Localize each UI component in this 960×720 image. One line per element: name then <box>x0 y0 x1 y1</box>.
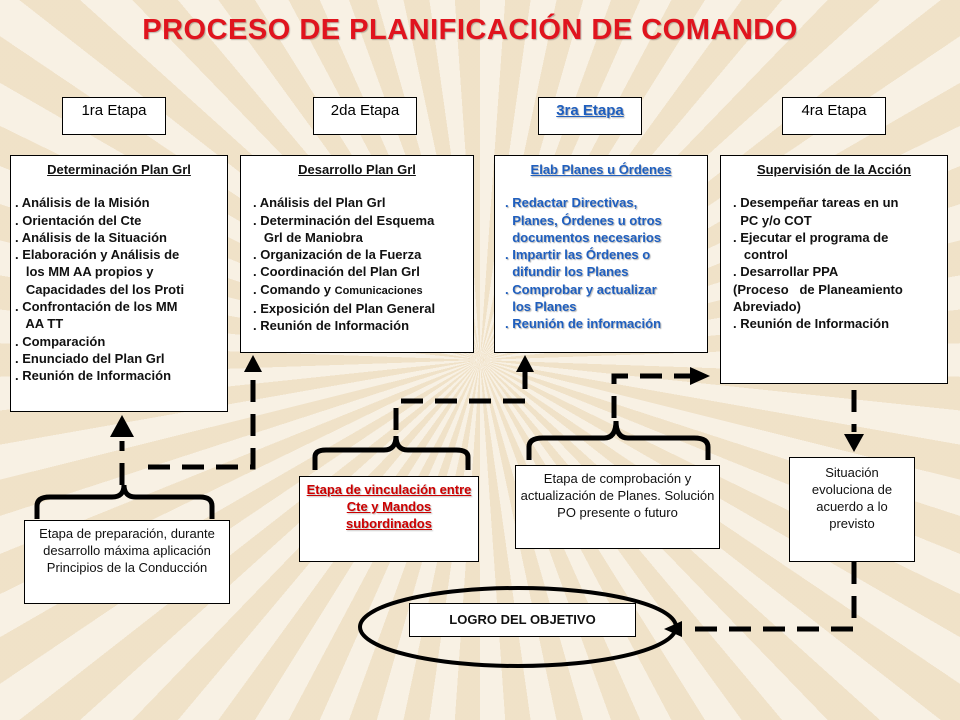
stage-2-heading: Desarrollo Plan Grl <box>298 162 416 177</box>
card-line: . Reunión de información <box>505 316 662 332</box>
arrow-up-card-1 <box>110 415 134 437</box>
card-line: . Análisis del Plan Grl <box>253 195 386 211</box>
dash-to-card-2 <box>148 372 253 467</box>
card-line: los Planes <box>505 299 577 315</box>
card-line: . Reunión de Información <box>733 316 890 332</box>
note-situacion: Situación evoluciona de acuerdo a lo previsto <box>789 457 915 562</box>
arrow-down-situacion <box>844 434 864 452</box>
card-line: Abreviado) <box>733 299 801 315</box>
stage-4-heading: Supervisión de la Acción <box>756 162 912 177</box>
stage-4-header: 4ra Etapa <box>782 97 886 135</box>
card-line: . Coordinación del Plan Grl <box>253 264 420 280</box>
brace-comprobacion <box>529 421 708 460</box>
card-line: . Organización de la Fuerza <box>253 247 422 263</box>
card-line: control <box>733 247 788 263</box>
goal-ellipse <box>360 588 676 666</box>
card-line: . Enunciado del Plan Grl <box>15 350 165 366</box>
card-line: los MM AA propios y <box>15 264 154 280</box>
card-line: documentos necesarios <box>505 229 662 245</box>
card-line: . Ejecutar el programa de <box>733 229 889 245</box>
dash-to-goal <box>690 562 854 629</box>
card-line: (Proceso de Planeamiento <box>733 281 903 297</box>
brace-vinculacion <box>315 436 468 470</box>
card-line: . Confrontación de los MM <box>15 299 178 315</box>
card-line: . Análisis de la Situación <box>15 229 167 245</box>
card-line: Grl de Maniobra <box>253 229 363 245</box>
arrow-up-card-2 <box>244 355 262 372</box>
card-line: . Comparación <box>15 333 106 349</box>
card-line: . Análisis de la Misión <box>15 195 150 211</box>
stage-3-header: 3ra Etapa <box>538 97 642 135</box>
brace-preparacion <box>37 485 212 519</box>
card-line: . Impartir las Órdenes o <box>505 247 651 263</box>
card-line: . Reunión de Información <box>15 368 172 384</box>
note-vinculacion: Etapa de vinculación entre Cte y Mandos subordinados <box>299 476 479 562</box>
card-line-small: Comunicaciones <box>334 284 423 297</box>
stage-3-heading: Elab Planes u Órdenes <box>530 162 672 177</box>
card-line: . Exposición del Plan General <box>253 301 436 317</box>
card-line: . Reunión de Información <box>253 318 410 334</box>
dash-to-card-3 <box>396 372 525 430</box>
card-line: PC y/o COT <box>733 212 812 228</box>
card-line-text: . Comando y <box>253 281 335 297</box>
page-title: PROCESO DE PLANIFICACIÓN DE COMANDO <box>142 14 798 46</box>
card-line: AA TT <box>15 316 64 332</box>
card-line: . Determinación del Esquema <box>253 212 435 228</box>
stage-1-heading: Determinación Plan Grl <box>47 162 191 177</box>
goal-box: LOGRO DEL OBJETIVO <box>409 603 636 637</box>
card-line: . Redactar Directivas, <box>505 195 638 211</box>
card-line: . Desarrollar PPA <box>733 264 839 280</box>
note-preparacion: Etapa de preparación, durante desarrollo máxima aplicación Principios de la Conducción <box>24 520 230 604</box>
arrow-up-card-3 <box>516 355 534 372</box>
card-line: Capacidades del los Proti <box>15 281 185 297</box>
card-line: . Orientación del Cte <box>15 212 142 228</box>
card-line: Planes, Órdenes u otros <box>505 212 662 228</box>
card-line: difundir los Planes <box>505 264 629 280</box>
arrow-right-card-4 <box>690 367 710 385</box>
dash-to-card-4 <box>614 376 690 418</box>
card-line: . Desempeñar tareas en un <box>733 195 899 211</box>
card-line: . Comprobar y actualizar <box>505 281 657 297</box>
card-line: . Elaboración y Análisis de <box>15 247 180 263</box>
stage-2-header: 2da Etapa <box>313 97 417 135</box>
note-comprobacion: Etapa de comprobación y actualización de Planes. Solución PO presente o futuro <box>515 465 720 549</box>
stage-1-header: 1ra Etapa <box>62 97 166 135</box>
